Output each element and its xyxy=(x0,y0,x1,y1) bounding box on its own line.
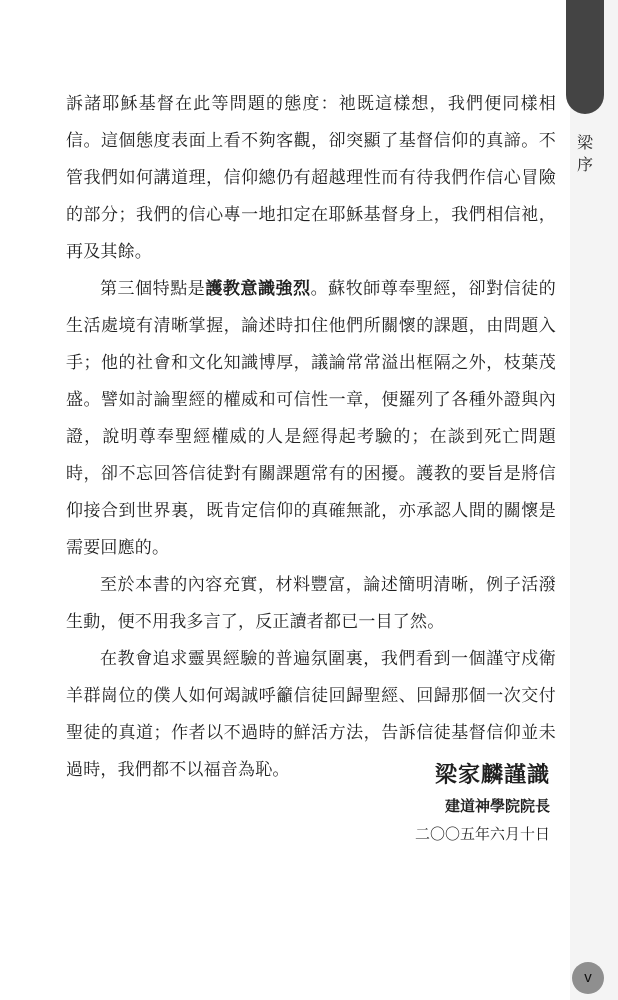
chapter-tab xyxy=(566,0,604,114)
paragraph-3 xyxy=(66,567,556,641)
paragraph-text: 至於本書的內容充實，材料豐富，論述簡明清晰，例子活潑生動，便不用我多言了，反正讀者都已一目了然。 xyxy=(66,575,556,632)
paragraph-text: 第三個特點是 xyxy=(100,279,206,299)
paragraph-1 xyxy=(66,86,556,271)
paragraph-text: 。蘇牧師尊奉聖經，卻對信徒的生活處境有清晰掌握，論述時扣住他們所關懷的課題，由問題入手；他的社會和文化知識博厚，議論常常溢出框隔之外，枝葉茂盛。譬如討論聖經的權威和可信性一章，便羅列了各種外證與內證，說明尊奉聖經權威的人是經得起考驗的；在談到死亡問題時，卻不忘回答信徒對有關課題常有的困擾。護教的要旨是將信仰接合到世界裏，既肯定信仰的真確無訛，亦承認人間的關懷是需要回應的。 xyxy=(66,279,556,558)
signature-block xyxy=(415,758,550,848)
emphasis-text: 護教意識強烈 xyxy=(205,279,311,299)
section-label: 梁序 xyxy=(576,133,593,174)
paragraph-text: 在教會追求靈異經驗的普遍氛圍裏，我們看到一個謹守戍衛羊群崗位的僕人如何竭誠呼籲信徒回歸聖經、回歸那個一次交付聖徒的真道；作者以不過時的鮮活方法，告訴信徒基督信仰並未過時，我們都不以福音為恥。 xyxy=(66,649,556,780)
signature-date: 二〇〇五年六月十日 xyxy=(414,825,550,843)
preface-body xyxy=(66,86,556,789)
page-number: v xyxy=(572,962,604,994)
paragraph-2 xyxy=(66,271,556,567)
author-name: 梁家麟謹識 xyxy=(434,762,550,788)
paragraph-text: 訴諸耶穌基督在此等問題的態度：祂既這樣想，我們便同樣相信。這個態度表面上看不夠客觀，卻突顯了基督信仰的真諦。不管我們如何講道理，信仰總仍有超越理性而有待我們作信心冒險的部分；我們的信心專一地扣定在耶穌基督身上，我們相信祂，再及其餘。 xyxy=(66,94,556,262)
author-title: 建道神學院院長 xyxy=(444,797,550,815)
